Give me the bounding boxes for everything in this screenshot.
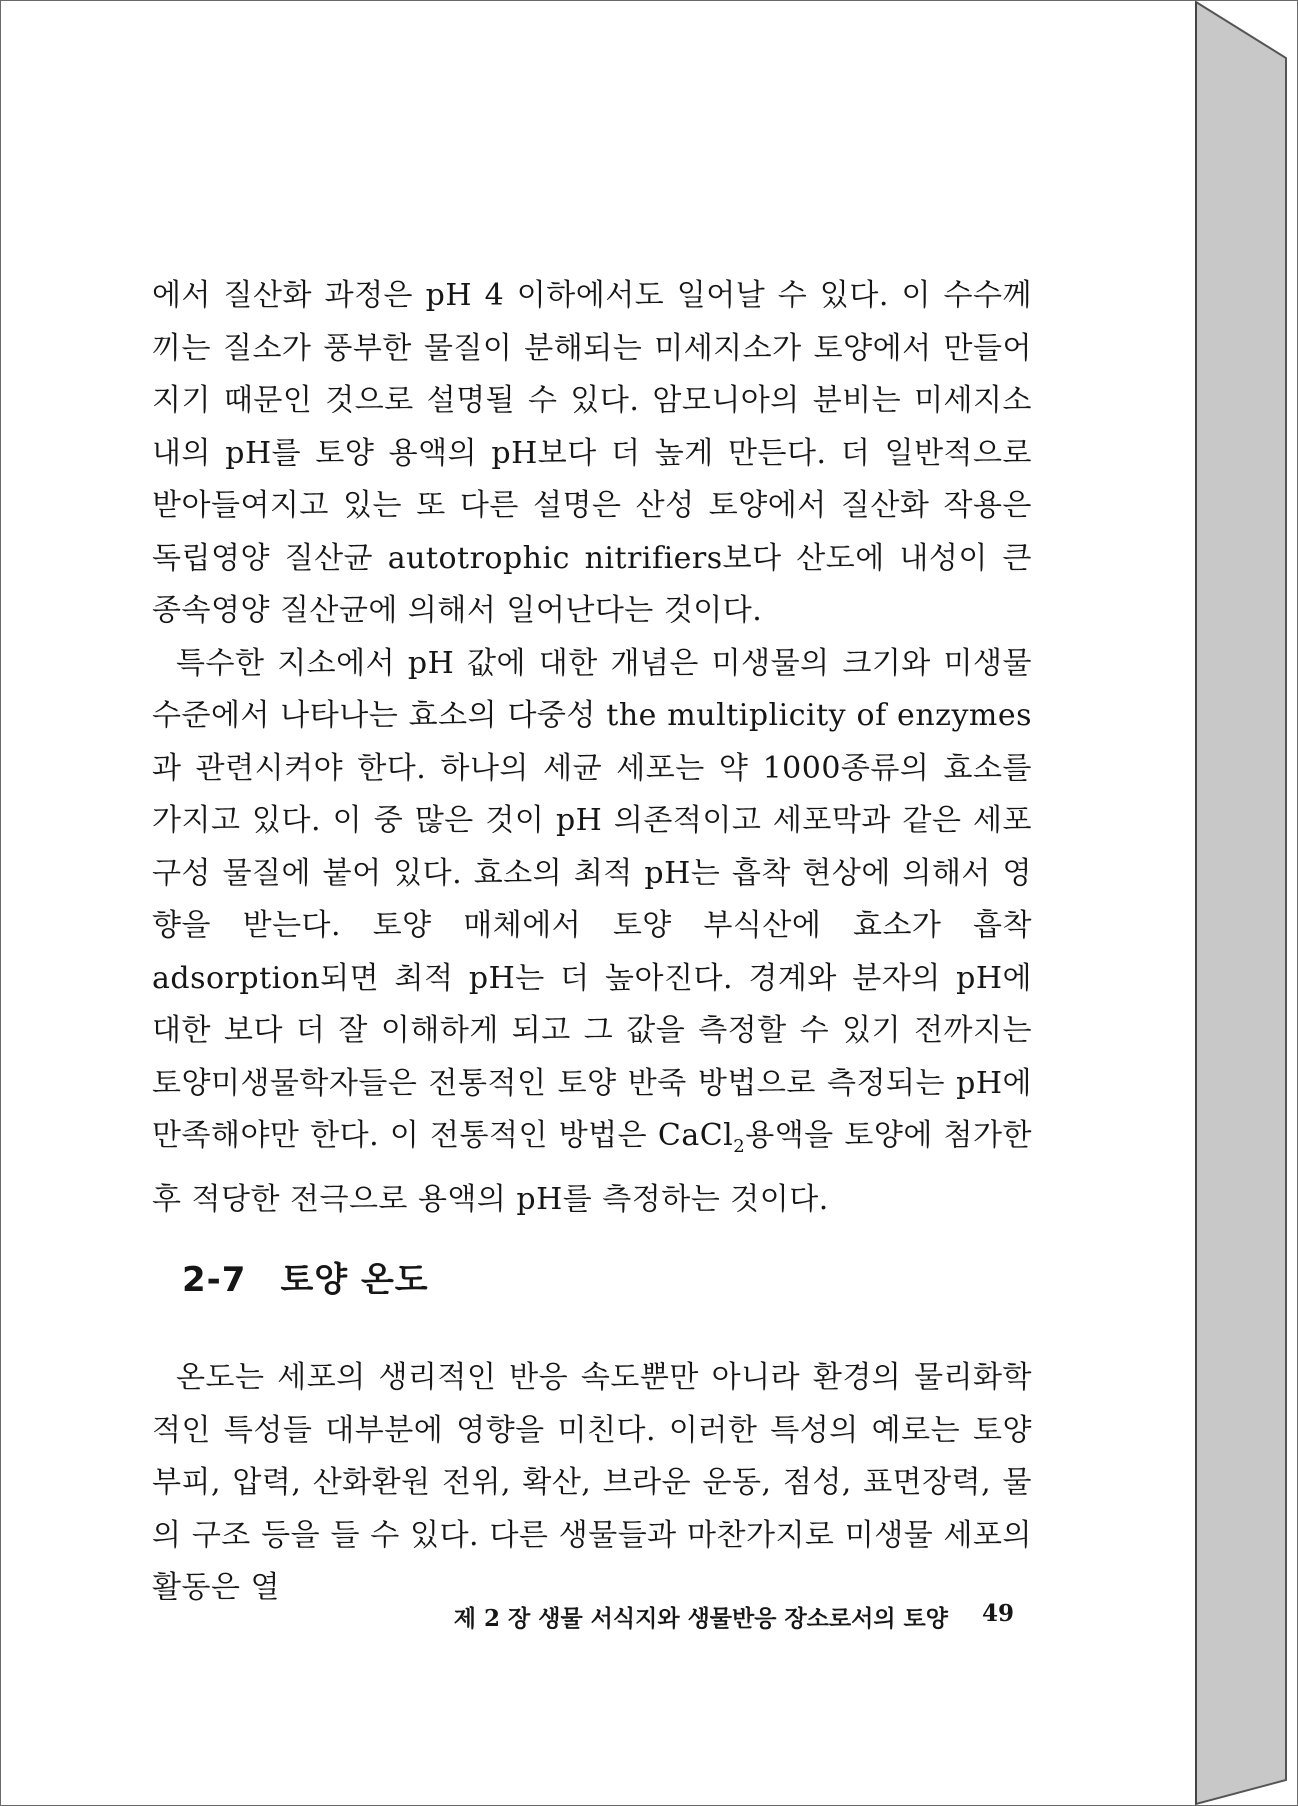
side-edge-shape xyxy=(1196,2,1286,1804)
paragraph-2 xyxy=(152,638,1032,1227)
section-heading xyxy=(182,1252,429,1301)
running-footer-chapter: 제 2 장 생물 서식지와 생물반응 장소로서의 토양 xyxy=(453,1605,948,1632)
paragraph-2-text: 특수한 지소에서 pH 값에 대한 개념은 미생물의 크기와 미생물 수준에서 나타나는 효소의 다중성 the multiplicity of enzymes과 관련시켜야 한다. 하나의 세균 세포는 약 1000종류의 효소를 가지고 있다. 이 중 많은 것이 pH 의존적이고 세포막과 같은 세포 구성 물질에 붙어 있다. 효소의 최적 pH는 흡착 현상에 의해서 영향을 받는다. 토양 매체에서 토양 부식산에 효소가 흡착adsorption되면 최적 pH는 더 높아진다. 경계와 분자의 pH에 대한 보다 더 잘 이해하게 되고 그 값을 측정할 수 있기 전까지는 토양미생물학자들은 전통적인 토양 반죽 방법으로 측정되는 pH에 만족해야만 한다. 이 전통적인 방법은 CaCl xyxy=(152,645,1032,1153)
body-text xyxy=(152,270,1032,1226)
section-number: 2-7 xyxy=(182,1260,247,1300)
paragraph-2-subscript: 2 xyxy=(733,1136,746,1157)
paragraph-3: 온도는 세포의 생리적인 반응 속도뿐만 아니라 환경의 물리화학적인 특성들 대부분에 영향을 미친다. 이러한 특성의 예로는 토양 부피, 압력, 산화환원 전위, 확산, 브라운 운동, 점성, 표면장력, 물의 구조 등을 들 수 있다. 다른 생물들과 마찬가지로 미생물 세포의 활동은 열 xyxy=(152,1360,1032,1605)
paragraph-1: 에서 질산화 과정은 pH 4 이하에서도 일어날 수 있다. 이 수수께끼는 질소가 풍부한 물질이 분해되는 미세지소가 토양에서 만들어지기 때문인 것으로 설명될 수 있다. 암모니아의 분비는 미세지소 내의 pH를 토양 용액의 pH보다 더 높게 만든다. 더 일반적으로 받아들여지고 있는 또 다른 설명은 산성 토양에서 질산화 작용은 독립영양 질산균 autotrophic nitrifiers보다 산도에 내성이 큰 종속영양 질산균에 의해서 일어난다는 것이다. xyxy=(152,278,1032,628)
page-footer xyxy=(384,1600,1014,1633)
paragraph-2-tail: 용액을 토양에 첨가한 후 적당한 전극으로 용액의 pH를 측정하는 것이다. xyxy=(152,1118,1032,1217)
page-number: 49 xyxy=(981,1600,1014,1627)
section-title: 토양 온도 xyxy=(280,1260,429,1300)
section-body xyxy=(152,1352,1032,1615)
